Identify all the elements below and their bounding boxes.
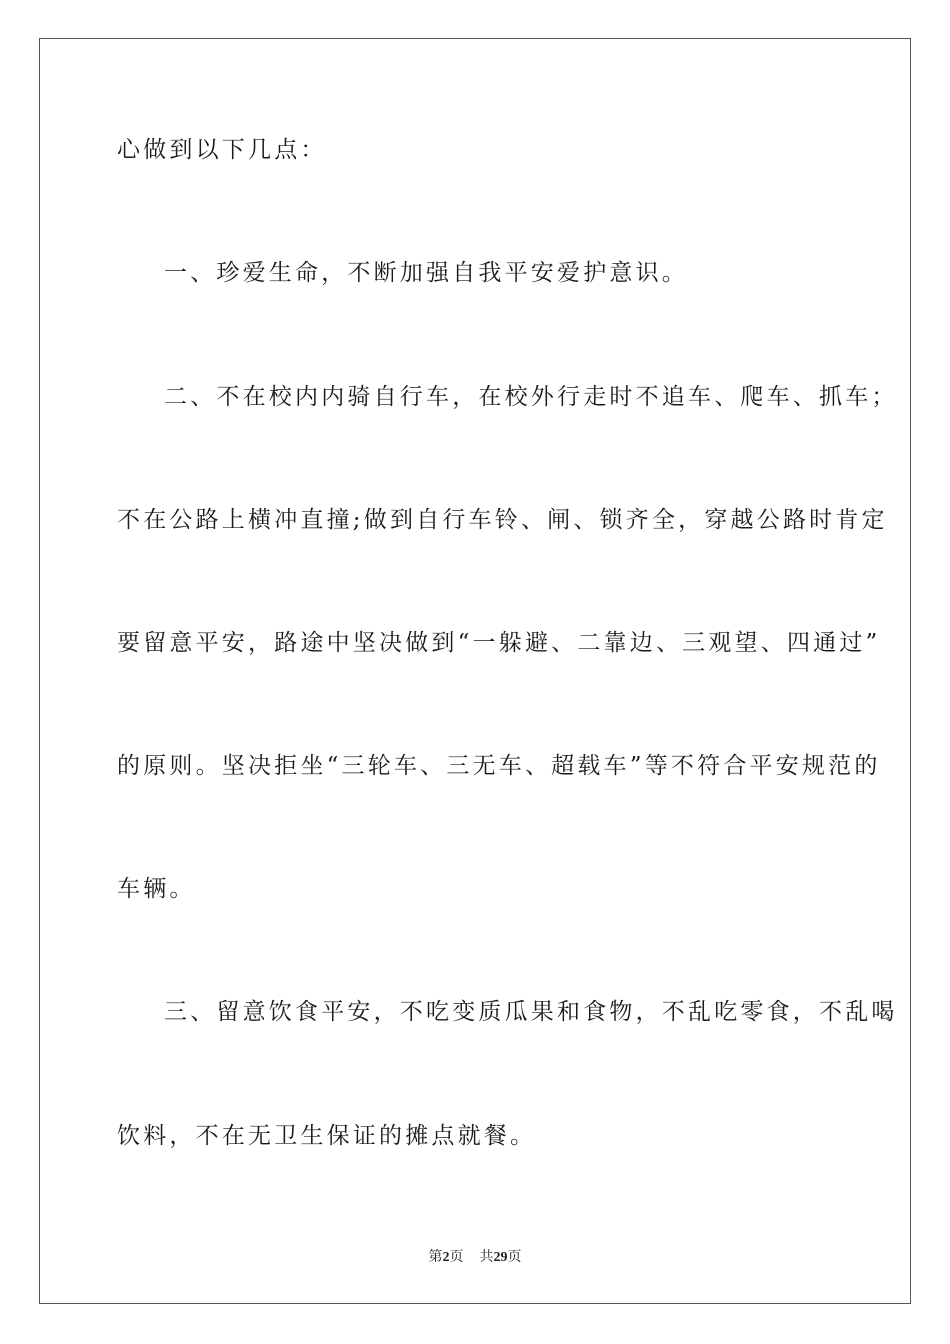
text-line: 的原则。坚决拒坐“三轮车、三无车、超载车”等不符合平安规范的 <box>117 753 881 779</box>
total-suffix: 页 <box>507 1249 522 1265</box>
total-prefix: 共 <box>479 1249 494 1265</box>
text-line: 不在公路上横冲直撞;做到自行车铃、闸、锁齐全，穿越公路时肯定 <box>117 507 888 533</box>
total-pages: 29 <box>493 1250 508 1265</box>
page-footer <box>0 1248 950 1267</box>
text-line: 车辆。 <box>117 876 196 902</box>
text-line: 饮料，不在无卫生保证的摊点就餐。 <box>117 1123 537 1149</box>
text-line-item-2: 二、不在校内内骑自行车，在校外行走时不追车、爬车、抓车； <box>164 384 898 410</box>
page-prefix: 第 <box>428 1249 443 1265</box>
text-line-item-1: 一、珍爱生命，不断加强自我平安爱护意识。 <box>164 260 688 286</box>
page-number: 2 <box>442 1250 450 1265</box>
text-line: 心做到以下几点： <box>117 137 327 163</box>
text-line: 要留意平安，路途中坚决做到“一躲避、二靠边、三观望、四通过” <box>117 630 881 656</box>
page-suffix: 页 <box>449 1249 464 1265</box>
text-line-item-3: 三、留意饮食平安，不吃变质瓜果和食物，不乱吃零食，不乱喝 <box>164 999 898 1025</box>
page-border <box>39 38 911 1304</box>
